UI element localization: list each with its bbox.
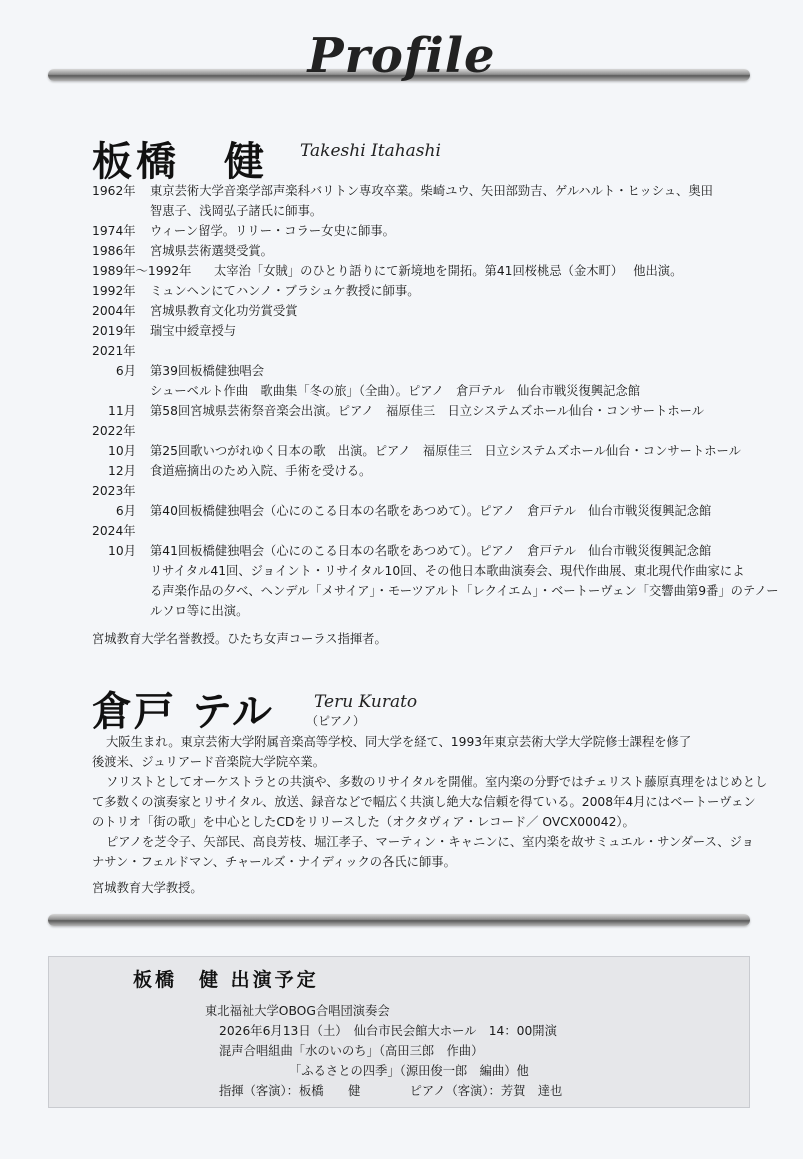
schedule-credits: 指揮（客演）：板橋 健 ピアノ（客演）：芳賀 達也 (219, 1084, 563, 1098)
career-entry-2022-12 (92, 461, 722, 481)
career-entry-1992 (92, 281, 722, 301)
kurato-bio (92, 732, 768, 872)
career-text: 第25回歌いつがれゆく日本の歌 出演。ピアノ 福原佳三 日立システムズホール仙台・コンサートホール (150, 444, 741, 458)
bio-line: 後渡米、ジュリアード音楽院大学院卒業。 (92, 755, 326, 769)
bio-line: て多数くの演奏家とリサイタル、放送、録音などで幅広く共演し絶大な信頼を得ている。2008年4月にはベートーヴェン (92, 795, 756, 809)
career-entry-2023-06 (92, 501, 722, 521)
career-month: 11月 (108, 404, 136, 418)
bio-line: ナサン・フェルドマン、チャールズ・ナイディックの各氏に師事。 (92, 855, 456, 869)
career-text-cont: ルソロ等に出演。 (150, 604, 249, 618)
career-entry-2019 (92, 321, 722, 341)
page-title: Profile (307, 28, 496, 84)
schedule-datetime: 2026年6月13日（土） 仙台市民会館大ホール 14：00開演 (219, 1024, 557, 1038)
schedule-box (48, 956, 750, 1108)
career-entry-2004 (92, 301, 722, 321)
career-year-2024: 2024年 (92, 524, 136, 538)
career-entry-2021-06 (92, 361, 722, 381)
career-year: 1986年 (92, 244, 136, 258)
career-text-cont: シューベルト作曲 歌曲集「冬の旅」（全曲）。ピアノ 倉戸テル 仙台市戦災復興記念館 (150, 384, 641, 398)
schedule-concert: 東北福祉大学OBOG合唱団演奏会 (205, 1004, 390, 1018)
career-year: 1992年 (92, 284, 136, 298)
bio-line: 大阪生まれ。東京芸術大学附属音楽高等学校、同大学を経て、1993年東京芸術大学大学院修士課程を修了 (106, 735, 692, 749)
career-text: ウィーン留学。リリー・コラー女史に師事。 (150, 224, 395, 238)
schedule-piece-1: 混声合唱組曲「水のいのち」（高田三郎 作曲） (219, 1044, 484, 1058)
kurato-note: 宮城教育大学教授。 (92, 881, 203, 895)
bio-line: ピアノを芝令子、矢部民、高良芳枝、堀江孝子、マーティン・キャニンに、室内楽を故サミュエル・サンダース、ジョ (106, 835, 754, 849)
career-month: 6月 (115, 504, 136, 518)
career-entry-1962 (92, 181, 722, 201)
career-month: 10月 (108, 444, 136, 458)
career-year-2022: 2022年 (92, 424, 136, 438)
career-text-cont: リサイタル41回、ジョイント・リサイタル10回、その他日本歌曲演奏会、現代作曲展、東北現代作曲家によ (150, 564, 745, 578)
career-text: 第39回板橋健独唱会 (150, 364, 265, 378)
career-year-2021: 2021年 (92, 344, 136, 358)
bio-line: ソリストとしてオーケストラとの共演や、多数のリサイタルを開催。室内楽の分野ではチェリスト藤原真理をはじめとし (106, 775, 768, 789)
career-text: 瑞宝中綬章授与 (150, 324, 237, 338)
career-year-2023: 2023年 (92, 484, 136, 498)
career-entry-2024-10 (92, 541, 722, 561)
career-text: 太宰治「女賊」のひとり語りにて新境地を開拓。第41回桜桃忌（金木町） 他出演。 (214, 264, 683, 278)
career-text-cont: 智恵子、浅岡弘子諸氏に師事。 (150, 204, 323, 218)
career-text: 第40回板橋健独唱会（心にのこる日本の名歌をあつめて）。ピアノ 倉戸テル 仙台市戦災復興記念館 (150, 504, 712, 518)
itahashi-career-list (92, 181, 779, 621)
career-month: 10月 (108, 544, 136, 558)
bio-line: のトリオ「街の歌」を中心としたCDをリリースした（オクタヴィア・レコード／ OVCX00042）。 (92, 815, 635, 829)
itahashi-name-en: Takeshi Itahashi (300, 141, 441, 161)
career-year: 2019年 (92, 324, 136, 338)
career-text-cont: る声楽作品の夕べ、ヘンデル「メサイア」・モーツアルト「レクイエム」・ベートーヴェン「交響曲第9番」のテノー (150, 584, 779, 598)
career-entry-1986 (92, 241, 722, 261)
kurato-role: （ピアノ） (306, 714, 366, 728)
career-month: 6月 (115, 364, 136, 378)
career-year: 2004年 (92, 304, 136, 318)
career-text: 食道癌摘出のため入院、手術を受ける。 (150, 464, 372, 478)
career-text: ミュンヘンにてハンノ・ブラシュケ教授に師事。 (150, 284, 420, 298)
career-entry-1989 (92, 261, 722, 281)
career-text: 第58回宮城県芸術祭音楽会出演。ピアノ 福原佳三 日立システムズホール仙台・コンサートホール (150, 404, 705, 418)
career-year: 1974年 (92, 224, 136, 238)
career-text: 東京芸術大学音楽学部声楽科バリトン専攻卒業。柴崎ユウ、矢田部勁吉、ゲルハルト・ヒッシュ、奥田 (150, 184, 713, 198)
career-text: 宮城県教育文化功労賞受賞 (150, 304, 298, 318)
career-year: 1962年 (92, 184, 136, 198)
itahashi-note: 宮城教育大学名誉教授。ひたち女声コーラス指揮者。 (92, 632, 387, 646)
career-entry-1974 (92, 221, 722, 241)
career-entry-2022-10 (92, 441, 741, 461)
kurato-name-en: Teru Kurato (314, 692, 418, 712)
career-year: 1989年～1992年 (92, 264, 192, 278)
career-month: 12月 (108, 464, 136, 478)
schedule-piece-2: 「ふるさとの四季」（源田俊一郎 編曲）他 (289, 1064, 529, 1078)
bottom-divider-bar (48, 914, 750, 926)
schedule-title: 板橋 健 出演予定 (133, 969, 319, 991)
career-text: 第41回板橋健独唱会（心にのこる日本の名歌をあつめて）。ピアノ 倉戸テル 仙台市戦災復興記念館 (150, 544, 712, 558)
itahashi-name-jp: 板橋 健 (92, 138, 268, 185)
career-entry-2021-11 (92, 401, 722, 421)
kurato-name-jp: 倉戸 テル (92, 688, 274, 735)
career-text: 宮城県芸術選奨受賞。 (150, 244, 273, 258)
